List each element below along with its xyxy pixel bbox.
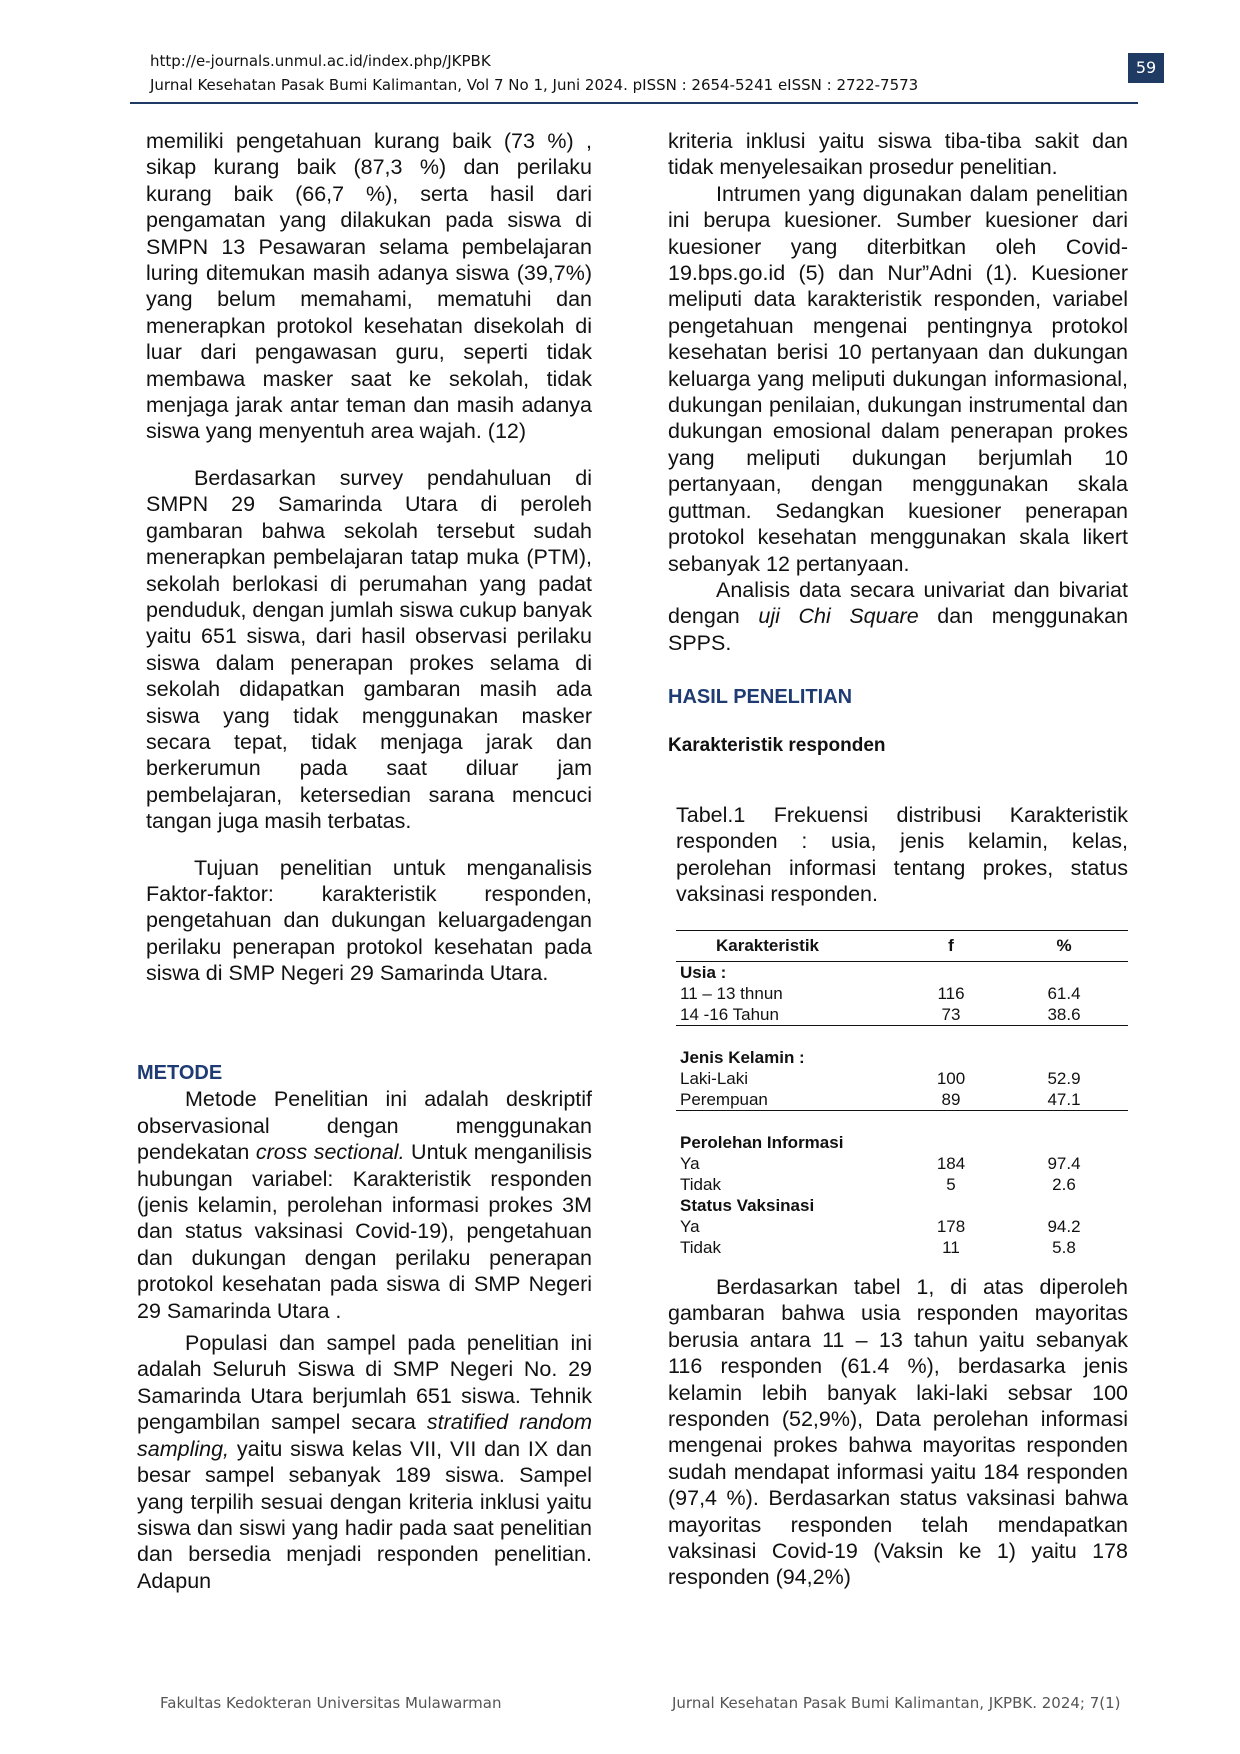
italic-term: uji Chi Square [758, 604, 919, 629]
italic-term: cross sectional. [255, 1140, 405, 1165]
paragraph: Tujuan penelitian untuk menganalisis Faktor-faktor: karakteristik responden, pengetahuan dan dukungan keluargadengan perilaku penerapan protokol kesehatan pada siswa di SMP Negeri 29 Samarinda Utara. [146, 855, 592, 986]
table-row [676, 1004, 1128, 1026]
table-header-row [676, 931, 1128, 962]
paragraph [137, 1330, 592, 1594]
method-section [137, 1060, 592, 1594]
paragraph: memiliki pengetahuan kurang baik (73 %) , sikap kurang baik (87,3 %) dan perilaku kurang baik (66,7 %), serta hasil dari pengamatan yang dilakukan pada siswa di SMPN 13 Pesawaran selama pembelajaran luring ditemukan masih adanya siswa (39,7%) yang belum memahami, mematuhi dan menerapkan protokol kesehatan disekolah di luar dari pengawasan guru, seperti tidak membawa masker saat ke sekolah, tidak menjaga jarak antar teman dan masih adanya siswa yang menyentuh area wajah. (12) [146, 129, 592, 444]
table-row [676, 1089, 1128, 1111]
cell-f: 73 [941, 1004, 961, 1024]
table-row [676, 1153, 1128, 1174]
cell-percent: 38.6 [1047, 1004, 1081, 1024]
cell-f: 116 [937, 983, 965, 1003]
results-text [668, 1274, 1128, 1591]
journal-url[interactable]: http://e-journals.unmul.ac.id/index.php/JKPBK [150, 52, 491, 70]
footer-faculty: Fakultas Kedokteran Universitas Mulawarman [160, 1694, 502, 1712]
section-heading-metode: METODE [137, 1062, 223, 1084]
paragraph: Intrumen yang digunakan dalam penelitian ini berupa kuesioner. Sumber kuesioner dari kuesioner yang diterbitkan oleh Covid-19.bps.go.id (5) dan Nur”Adni (1). Kuesioner meliputi data karakteristik responden, variabel pengetahuan mengenai pentingnya protokol kesehatan berisi 10 pertanyaan dan dukungan keluarga yang meliputi dukungan informasional, dukungan penilaian, dukungan instrumental dan dukungan emosional dalam penerapan prokes yang meliputi dukungan berjumlah 10 pertanyaan, dengan menggunakan skala guttman. Sedangkan kuesioner penerapan protokol kesehatan menggunakan skala likert sebanyak 12 pertanyaan. [668, 181, 1128, 576]
row-label: Laki-Laki [680, 1068, 749, 1088]
cell-percent: 2.6 [1052, 1174, 1076, 1194]
table-divider [676, 1111, 1128, 1133]
text-run: dan menggunakan SPPS. [668, 604, 1129, 655]
header-rule [130, 102, 1138, 104]
paragraph: Berdasarkan tabel 1, di atas diperoleh gambaran bahwa usia responden mayoritas berusia antara 11 – 13 tahun yaitu sebanyak 116 responden (61.4 %), berdasarka jenis kelamin lebih banyak laki-laki sebsar 100 responden (52,9%), Data perolehan informasi mengenai prokes bahwa mayoritas responden sudah mendapat informasi yaitu 184 responden (97,4 %). Berdasarkan status vaksinasi bahwa mayoritas responden telah mendapatkan vaksinasi Covid-19 (Vaksin ke 1) yaitu 178 responden (94,2%) [668, 1275, 1128, 1590]
section-heading-hasil: HASIL PENELITIAN [668, 686, 853, 709]
cell-percent: 61.4 [1047, 983, 1081, 1003]
cell-percent: 5.8 [1052, 1237, 1076, 1257]
journal-citation: Jurnal Kesehatan Pasak Bumi Kalimantan, Vol 7 No 1, Juni 2024. pISSN : 2654-5241 eISSN : 2722-7573 [150, 76, 919, 94]
table-row [676, 1174, 1128, 1195]
text-run: Populasi dan sampel pada penelitian ini adalah Seluruh Siswa di SMP Negeri No. 29 Samarinda Utara berjumlah 651 siswa. Tehnik pengambilan sampel secara [137, 1331, 592, 1435]
cell-f: 184 [936, 1153, 966, 1173]
group-title: Perolehan Informasi [680, 1132, 844, 1152]
row-label: Tidak [680, 1174, 721, 1194]
cell-f: 5 [946, 1174, 956, 1194]
cell-f: 11 [942, 1237, 960, 1257]
group-row [676, 1047, 1128, 1068]
cell-percent: 94.2 [1047, 1216, 1081, 1236]
table-row [676, 1237, 1128, 1258]
row-label: Perempuan [680, 1089, 768, 1109]
italic-term: stratified random sampling, [137, 1410, 592, 1461]
group-title: Status Vaksinasi [680, 1195, 815, 1215]
group-title: Jenis Kelamin : [680, 1047, 805, 1067]
group-row [676, 1195, 1128, 1216]
table-row [676, 1068, 1128, 1089]
paragraph: Berdasarkan survey pendahuluan di SMPN 29 Samarinda Utara di peroleh gambaran bahwa sekolah tersebut sudah menerapkan pembelajaran tatap muka (PTM), sekolah berlokasi di perumahan yang padat penduduk, dengan jumlah siswa cukup banyak yaitu 651 siswa, dari hasil observasi perilaku siswa dalam penerapan prokes selama di sekolah didapatkan gambaran masih ada siswa yang tidak menggunakan masker secara tepat, tidak menjaga jarak dan berkerumun pada saat diluar jam pembelajaran, ketersedian sarana mencuci tangan juga masih terbatas. [146, 465, 592, 834]
text-run: Metode Penelitian ini adalah deskriptif observasional dengan menggunakan pendekatan [137, 1087, 592, 1165]
footer-citation: Jurnal Kesehatan Pasak Bumi Kalimantan, JKPBK. 2024; 7(1) [672, 1694, 1121, 1712]
row-label: Tidak [680, 1237, 721, 1257]
cell-percent: 52.9 [1047, 1068, 1081, 1088]
subsection-heading: Karakteristik responden [668, 734, 886, 756]
left-column [146, 128, 592, 987]
row-label: Ya [680, 1216, 700, 1236]
cell-f: 100 [936, 1068, 966, 1088]
group-title: Usia : [680, 962, 727, 982]
page-number-badge: 59 [1128, 53, 1164, 83]
table-divider [676, 1026, 1128, 1048]
row-label: 14 -16 Tahun [680, 1004, 779, 1024]
group-row [676, 1132, 1128, 1153]
text-run: Analisis data secara univariat dan bivariat dengan [668, 577, 1128, 629]
paragraph [668, 577, 1128, 656]
group-row [676, 962, 1128, 984]
right-column [668, 128, 1128, 759]
column-header: f [902, 931, 1000, 962]
cell-percent: 97.4 [1047, 1153, 1081, 1173]
text-run: yaitu siswa kelas VII, VII dan IX dan besar sampel sebanyak 189 siswa. Sampel yang terpilih sesuai dengan kriteria inklusi yaitu siswa dan siswi yang hadir pada saat penelitian dan bersedia menjadi responden penelitian. Adapun [137, 1436, 592, 1593]
table-row [676, 983, 1128, 1004]
paragraph: kriteria inklusi yaitu siswa tiba-tiba sakit dan tidak menyelesaikan prosedur penelitian. [668, 129, 1128, 180]
column-header: Karakteristik [676, 931, 902, 962]
table-row [676, 1216, 1128, 1237]
row-label: Ya [680, 1153, 700, 1173]
row-label: 11 – 13 thnun [680, 983, 783, 1003]
table-caption: Tabel.1 Frekuensi distribusi Karakteristik responden : usia, jenis kelamin, kelas, perolehan informasi tentang prokes, status vaksinasi responden. [676, 803, 1128, 907]
cell-f: 89 [941, 1089, 961, 1109]
cell-percent: 47.1 [1047, 1089, 1081, 1109]
text-run: Untuk menganilisis hubungan variabel: Karakteristik responden (jenis kelamin, perolehan informasi prokes 3M dan status vaksinasi Covid-19), pengetahuan dan dukungan dengan perilaku penerapan protokol kesehatan pada siswa di SMP Negeri 29 Samarinda Utara . [137, 1140, 592, 1323]
characteristics-table [676, 930, 1128, 1258]
cell-f: 178 [936, 1216, 966, 1236]
column-header: % [1000, 931, 1128, 962]
paragraph [137, 1086, 592, 1324]
